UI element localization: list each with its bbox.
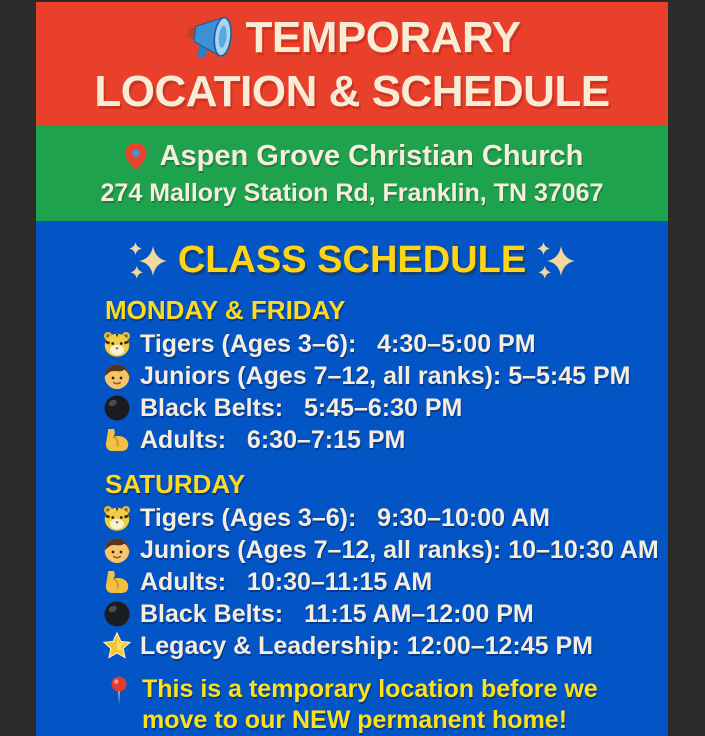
class-time-text: Black Belts: 11:15 AM–12:00 PM [140, 599, 534, 628]
schedule-row-juniors [102, 360, 668, 392]
saturday-block [36, 469, 668, 662]
schedule-row-black-belts [102, 392, 668, 424]
class-time-text: Tigers (Ages 3–6): 9:30–10:00 AM [140, 503, 550, 532]
flexed-biceps-icon [102, 567, 132, 597]
schedule-title: CLASS SCHEDULE [177, 239, 527, 281]
class-time-text: Legacy & Leadership: 12:00–12:45 PM [140, 631, 593, 660]
black-circle-icon [102, 393, 132, 423]
black-circle-icon [102, 599, 132, 629]
header-title-line1: TEMPORARY [245, 12, 521, 62]
schedule-row-tigers [102, 328, 668, 360]
day-header-monday-friday: MONDAY & FRIDAY [105, 295, 346, 325]
round-pushpin-icon [105, 675, 133, 709]
schedule-row-tigers [102, 502, 668, 534]
tiger-face-icon [102, 503, 132, 533]
header-banner [36, 2, 668, 125]
flexed-biceps-icon [102, 425, 132, 455]
schedule-row-adults [102, 566, 668, 598]
location-name: Aspen Grove Christian Church [159, 140, 584, 172]
location-name-line [121, 136, 584, 176]
class-time-text: Adults: 6:30–7:15 PM [140, 425, 406, 454]
schedule-row-adults [102, 424, 668, 456]
note-text: This is a temporary location before we move to our NEW permanent home! [142, 675, 598, 734]
class-time-text: Black Belts: 5:45–6:30 PM [140, 393, 463, 422]
schedule-title-line [36, 239, 668, 282]
class-time-text: Adults: 10:30–11:15 AM [140, 567, 433, 596]
megaphone-icon [184, 10, 240, 66]
location-pin-icon [121, 141, 151, 171]
header-title-line2: LOCATION & SCHEDULE [94, 66, 610, 116]
class-time-text: Juniors (Ages 7–12, all ranks): 10–10:30 AM [140, 535, 659, 564]
tiger-face-icon [102, 329, 132, 359]
star-icon [102, 631, 132, 661]
location-address: 274 Mallory Station Rd, Franklin, TN 37067 [100, 179, 604, 207]
flyer-card [36, 2, 668, 734]
boy-face-icon [102, 361, 132, 391]
location-banner [36, 125, 668, 221]
schedule-row-legacy-leadership [102, 630, 668, 662]
boy-face-icon [102, 535, 132, 565]
sparkles-icon [536, 241, 576, 281]
class-time-text: Tigers (Ages 3–6): 4:30–5:00 PM [140, 329, 536, 358]
temporary-location-note [105, 674, 668, 736]
day-header-saturday: SATURDAY [105, 469, 246, 499]
sparkles-icon [128, 241, 168, 281]
schedule-section [36, 221, 668, 736]
header-line-1 [184, 10, 521, 66]
class-time-text: Juniors (Ages 7–12, all ranks): 5–5:45 PM [140, 361, 631, 390]
monday-friday-block [36, 295, 668, 456]
schedule-row-black-belts [102, 598, 668, 630]
schedule-row-juniors [102, 534, 668, 566]
